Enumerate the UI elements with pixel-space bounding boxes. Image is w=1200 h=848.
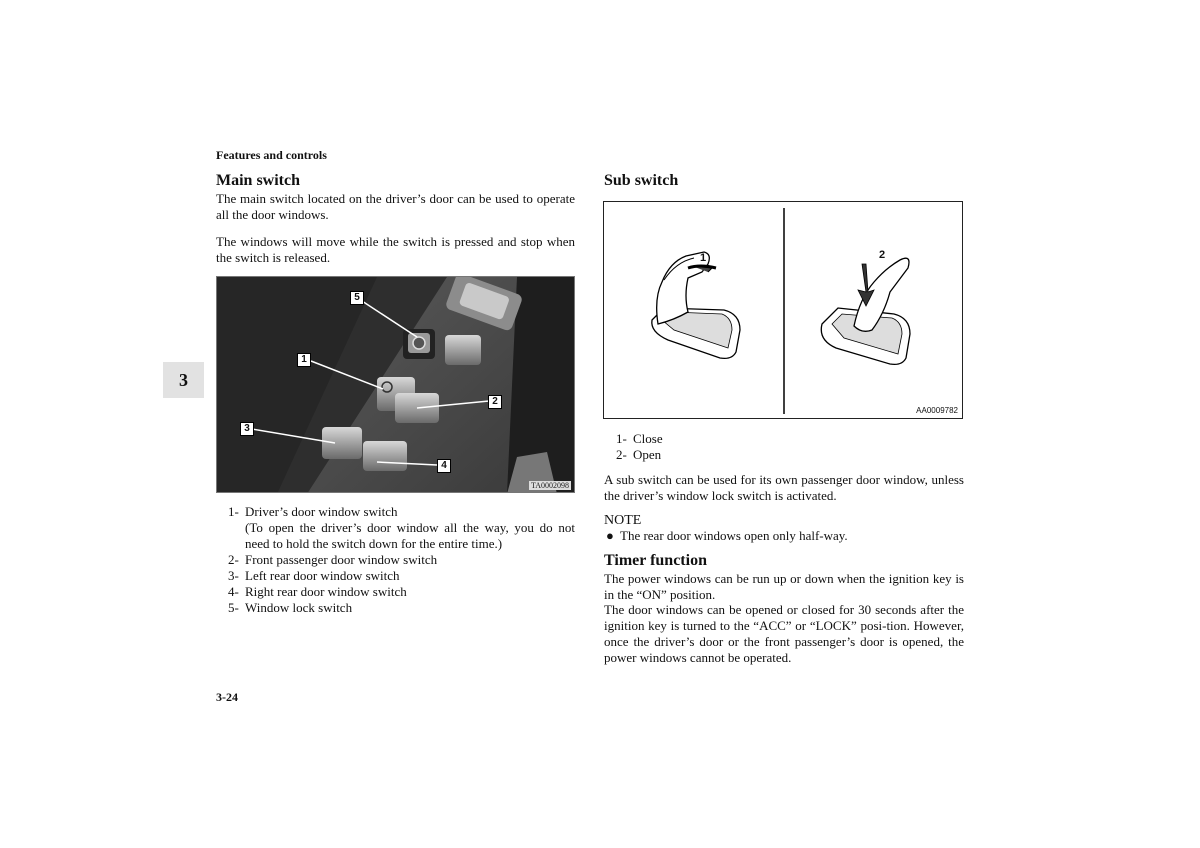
bullet-icon: ●: [606, 528, 614, 543]
chapter-tab: [163, 362, 204, 398]
sub-switch-list: [616, 431, 963, 463]
list-item: 2- Front passenger door window switch: [228, 552, 575, 568]
callout-3: 3: [240, 422, 254, 436]
callout-1: 1: [297, 353, 311, 367]
chapter-number: 3: [179, 369, 188, 390]
main-switch-figure: [216, 276, 575, 493]
sub-callout-1: 1: [700, 252, 707, 264]
sub-switch-figure: [603, 201, 963, 419]
main-switch-para-2: The windows will move while the switch is pressed and stop when the switch is released.: [216, 234, 575, 265]
list-item-note: (To open the driver’s door window all the way, you do not need to hold the switch down for the entire time.): [245, 520, 575, 551]
list-item-text: Open: [633, 447, 662, 462]
note-bullet: [604, 528, 964, 544]
page-number: 3-24: [216, 690, 238, 704]
list-item: 2- Open: [616, 447, 963, 463]
sub-switch-title: Sub switch: [604, 172, 679, 189]
list-item: 1- Close: [616, 431, 963, 447]
note-text: The rear door windows open only half-way.: [620, 528, 848, 543]
note-label: NOTE: [604, 513, 642, 528]
sub-switch-para: A sub switch can be used for its own passenger door window, unless the driver’s window lock switch is activated.: [604, 472, 964, 503]
sub-switch-illustration: [604, 202, 962, 418]
list-item: 3- Left rear door window switch: [228, 568, 575, 584]
sub-figure-code: AA0009782: [916, 406, 958, 415]
list-item-text: Left rear door window switch: [245, 568, 400, 583]
main-switch-title: Main switch: [216, 172, 300, 189]
list-item-text: Right rear door window switch: [245, 584, 407, 599]
callout-2: 2: [488, 395, 502, 409]
main-switch-list: [228, 504, 575, 616]
list-item-text: Front passenger door window switch: [245, 552, 438, 567]
figure-code: TA0002098: [530, 481, 569, 490]
sub-callout-2: 2: [879, 249, 886, 261]
timer-function-para-1: The power windows can be run up or down when the ignition key is in the “ON” position.: [604, 571, 964, 602]
door-switch-illustration: [217, 277, 575, 493]
timer-function-para-2: The door windows can be opened or closed for 30 seconds after the ignition key is turned to the “ACC” or “LOCK” posi-tion. However, once the driver’s door or the front passenger’s door is opened, the power windows cannot be operated.: [604, 602, 964, 665]
timer-function-title: Timer function: [604, 552, 707, 569]
list-item-text: Close: [633, 431, 663, 446]
callout-4: 4: [437, 459, 451, 473]
callout-5: 5: [350, 291, 364, 305]
list-item: 4- Right rear door window switch: [228, 584, 575, 600]
list-item: 5- Window lock switch: [228, 600, 575, 616]
section-header: Features and controls: [216, 148, 327, 162]
list-item-text: Window lock switch: [245, 600, 353, 615]
list-item: 1- Driver’s door window switch (To open the driver’s door window all the way, you do not need to hold the switch down for the entire time.): [228, 504, 575, 551]
list-item-text: Driver’s door window switch: [245, 504, 398, 519]
main-switch-para-1: The main switch located on the driver’s door can be used to operate all the door windows.: [216, 191, 575, 222]
